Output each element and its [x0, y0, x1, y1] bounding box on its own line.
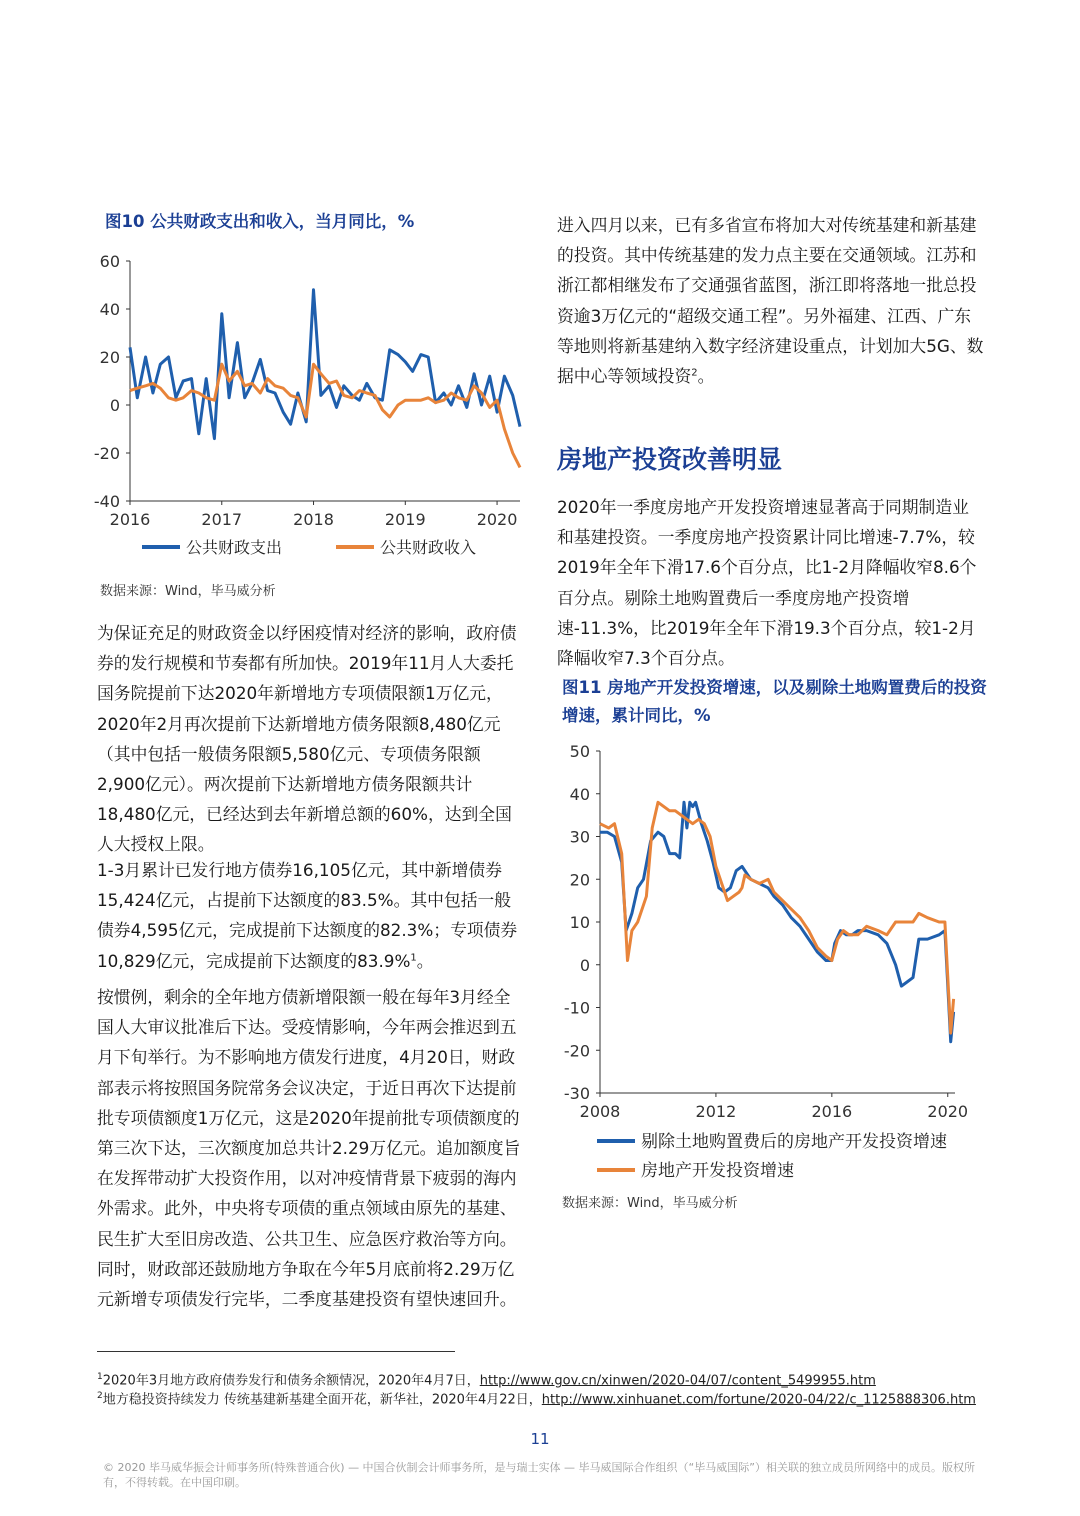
y-tick-label: -10 — [563, 998, 590, 1018]
series-line-blue — [130, 290, 520, 439]
paragraph-realestate: 2020年一季度房地产开发投资增速显著高于同期制造业和基建投资。一季度房地产投资累计同比增速-7.7%，较2019年全年下滑17.6个百分点，比1-2月降幅收窄8.6个百分点。剔除土地购置费后一季度房地产投资增速-11.3%，比2019年全年下滑19.3个百分点，较1-2月降幅收窄7.3个百分点。 — [557, 497, 977, 669]
legend-label: 房地产开发投资增速 — [641, 1161, 794, 1181]
paragraph-infrastructure: 进入四月以来，已有多省宣布将加大对传统基建和新基建的投资。其中传统基建的发力点主要在交通领域。江苏和浙江都相继发布了交通强省蓝图，浙江即将落地一批总投资逾3万亿元的“超级交通工程”。另外福建、江西、广东等地则将新基建纳入数字经济建设重点，计划加大5G、数据中心等领域投资$^2$。 — [557, 215, 984, 387]
y-tick-label: 20 — [99, 348, 120, 367]
figure-caption: 房地产开发投资增速，以及剔除土地购置费后的投资增速，累计同比，% — [562, 678, 987, 725]
chart-realestate-investment — [555, 735, 995, 1185]
footnote-1: $^1$2020年3月地方政府债券发行和债务余额情况，2020年4月7日，http://www.gov.cn/xinwen/2020-04/07/content_5499955.htm — [97, 1372, 876, 1389]
page-number: 11 — [530, 1430, 550, 1448]
footnote-1-link[interactable]: http://www.gov.cn/xinwen/2020-04/07/content_5499955.htm — [479, 1373, 876, 1389]
paragraph-debt-issuance: 为保证充足的财政资金以纾困疫情对经济的影响，政府债券的发行规模和节奏都有所加快。2019年11月人大委托国务院提前下达2020年新增地方专项债限额1万亿元，2020年2月再次提前下达新增地方债务限额8,480亿元（其中包括一般债务限额5,580亿元、专项债务限额2,900亿元）。两次提前下达新增地方债务限额共计18,480亿元，已经达到去年新增总额的60%，达到全国人大授权上限。 — [97, 623, 517, 855]
chart-fiscal-yoy — [90, 245, 530, 570]
figure-11-title — [562, 674, 992, 730]
y-tick-label: 20 — [569, 870, 590, 890]
y-tick-label: 30 — [569, 827, 590, 847]
x-tick-label: 2018 — [293, 510, 334, 529]
figure-11-source: 数据来源：Wind，毕马威分析 — [562, 1196, 738, 1211]
y-tick-label: 0 — [109, 396, 120, 415]
section-heading: 房地产投资改善明显 — [557, 445, 783, 474]
x-tick-label: 2012 — [695, 1102, 737, 1121]
y-tick-label: 50 — [569, 742, 590, 761]
paragraph-quota: 按惯例，剩余的全年地方债新增限额一般在每年3月经全国人大审议批准后下达。受疫情影响，今年两会推迟到五月下旬举行。为不影响地方债发行进度，4月20日，财政部表示将按照国务院常务会议决定，于近日再次下达提前批专项债额度1万亿元，这是2020年提前批专项债额度的第三次下达，三次额度加总共计2.29万亿元。追加额度旨在发挥带动扩大投资作用，以对冲疫情背景下疲弱的海内外需求。此外，中央将专项债的重点领域由原先的基建、民生扩大至旧房改造、公共卫生、应急医疗救治等方向。同时，财政部还鼓励地方争取在今年5月底前将2.29万亿元新增专项债发行完毕，二季度基建投资有望快速回升。 — [97, 987, 521, 1310]
x-tick-label: 2017 — [201, 510, 243, 529]
x-tick-label: 2020 — [927, 1102, 969, 1121]
y-tick-label: -30 — [563, 1084, 590, 1103]
y-tick-label: 10 — [569, 913, 590, 932]
legend-label: 剔除土地购置费后的房地产开发投资增速 — [641, 1132, 947, 1152]
copyright-notice: © 2020 毕马威华振会计师事务所(特殊普通合伙) — 中国合伙制会计师事务所，是与瑞士实体 — 毕马威国际合作组织（“毕马威国际”）相关联的独立成员所网络中的成员。版权所有，不得转载。在中国印刷。 — [103, 1461, 975, 1489]
y-tick-label: 40 — [569, 784, 590, 804]
paragraph-bond-issued-text: 1-3月累计已发行地方债券16,105亿元，其中新增债券15,424亿元，占提前下达额度的83.5%。其中包括一般债券4,595亿元，完成提前下达额度的82.3%；专项债券10,829亿元，完成提前下达额度的83.9% — [97, 860, 518, 971]
x-tick-label: 2019 — [384, 510, 426, 529]
figure-10-source: 数据来源：Wind，毕马威分析 — [100, 584, 276, 599]
y-tick-label: -20 — [563, 1041, 590, 1061]
paragraph-infrastructure-text: 进入四月以来，已有多省宣布将加大对传统基建和新基建的投资。其中传统基建的发力点主要在交通领域。江苏和浙江都相继发布了交通强省蓝图，浙江即将落地一批总投资逾3万亿元的“超级交通工程”。另外福建、江西、广东等地则将新基建纳入数字经济建设重点，计划加大5G、数据中心等领域投资 — [557, 215, 984, 387]
figure-10-title — [105, 208, 414, 236]
x-tick-label: 2016 — [109, 510, 151, 529]
figure-number: 图10 — [105, 212, 145, 231]
legend-label: 公共财政支出 — [186, 538, 283, 557]
y-tick-label: -40 — [93, 492, 120, 511]
x-tick-label: 2020 — [476, 510, 518, 529]
footnote-2-link[interactable]: http://www.xinhuanet.com/fortune/2020-04/22/c_1125888306.htm — [541, 1392, 976, 1408]
legend-label: 公共财政收入 — [380, 538, 477, 557]
y-tick-label: 40 — [99, 300, 120, 319]
paragraph-bond-issued: 1-3月累计已发行地方债券16,105亿元，其中新增债券15,424亿元，占提前下达额度的83.5%。其中包括一般债券4,595亿元，完成提前下达额度的82.3%；专项债券10,829亿元，完成提前下达额度的83.9%$^1$。 — [97, 860, 518, 971]
y-tick-label: -20 — [93, 444, 120, 463]
x-tick-label: 2016 — [811, 1102, 853, 1121]
y-tick-label: 0 — [579, 955, 590, 975]
y-tick-label: 60 — [99, 252, 120, 271]
footnote-2: $^2$地方稳投资持续发力 传统基建新基建全面开花，新华社，2020年4月22日，http://www.xinhuanet.com/fortune/2020-04/22/c_1125888306.htm — [97, 1391, 976, 1408]
x-tick-label: 2008 — [579, 1102, 621, 1121]
figure-number: 图11 — [562, 678, 602, 697]
footnote-ref-2[interactable]: 2 — [691, 367, 698, 379]
footnote-ref-1[interactable]: 1 — [410, 952, 417, 964]
footnote-divider — [97, 1351, 455, 1352]
figure-caption: 公共财政支出和收入，当月同比，% — [150, 212, 415, 231]
